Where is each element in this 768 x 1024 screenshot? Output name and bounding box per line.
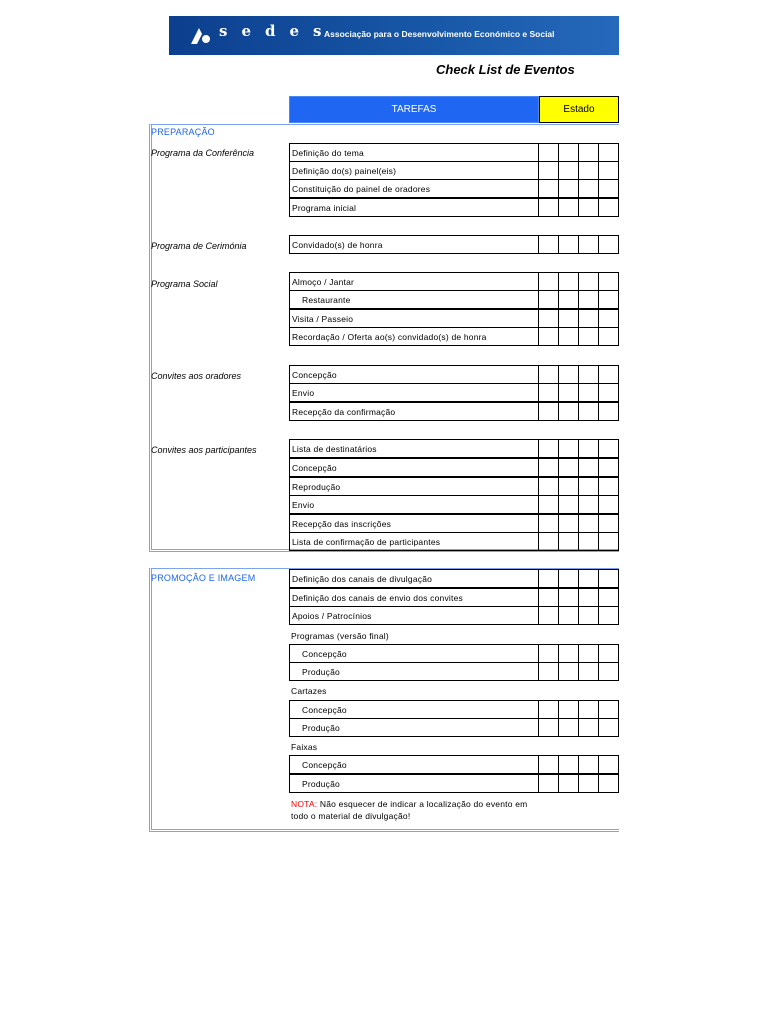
status-cells[interactable] (539, 606, 619, 625)
task-row: Convidado(s) de honra (289, 235, 539, 254)
status-cells[interactable] (539, 458, 619, 477)
section-title-preparacao: PREPARAÇÃO (151, 127, 215, 137)
logo-tagline: Associação para o Desenvolvimento Económico e Social (324, 29, 555, 39)
logo-word: sedes (219, 22, 336, 40)
status-cells[interactable] (539, 327, 619, 346)
task-row: Definição do tema (289, 143, 539, 162)
task-row: Apoios / Patrocínios (289, 606, 539, 625)
header-banner (169, 16, 619, 55)
task-row: Produção (289, 718, 539, 737)
status-cells[interactable] (539, 774, 619, 793)
status-cells[interactable] (539, 235, 619, 254)
column-header-tarefas: TAREFAS (289, 96, 539, 123)
group-label-programa-conferencia: Programa da Conferência (151, 148, 255, 158)
task-row: Definição dos canais de envio dos convites (289, 588, 539, 607)
note-text: Não esquecer de indicar a localização do evento em todo o material de divulgação! (291, 799, 528, 821)
task-row: Lista de destinatários (289, 439, 539, 458)
status-cells[interactable] (539, 402, 619, 421)
task-row: Definição dos canais de divulgação (289, 569, 539, 588)
task-heading: Faixas (291, 741, 318, 752)
status-cells[interactable] (539, 143, 619, 162)
task-row: Visita / Passeio (289, 309, 539, 328)
task-row: Produção (289, 662, 539, 681)
task-row: Programa inicial (289, 198, 539, 217)
status-cells[interactable] (539, 439, 619, 458)
status-cells[interactable] (539, 309, 619, 328)
task-row: Almoço / Jantar (289, 272, 539, 291)
status-cells[interactable] (539, 272, 619, 291)
status-cells[interactable] (539, 700, 619, 719)
section-title-promocao-imagem: PROMOÇÃO E IMAGEM (151, 573, 256, 583)
task-row: Concepção (289, 700, 539, 719)
status-cells[interactable] (539, 365, 619, 384)
status-cells[interactable] (539, 718, 619, 737)
task-row: Reprodução (289, 477, 539, 496)
status-cells[interactable] (539, 495, 619, 514)
document-title: Check List de Eventos (436, 62, 575, 77)
task-heading: Cartazes (291, 685, 327, 696)
status-cells[interactable] (539, 532, 619, 551)
task-row: Produção (289, 774, 539, 793)
task-row: Envio (289, 383, 539, 402)
task-row: Concepção (289, 365, 539, 384)
task-row: Envio (289, 495, 539, 514)
task-row: Concepção (289, 644, 539, 663)
group-label-programa-cerimonia: Programa de Cerimónia (151, 241, 247, 251)
group-label-convites-oradores: Convites aos oradores (151, 371, 242, 381)
status-cells[interactable] (539, 383, 619, 402)
column-header-estado: Estado (539, 96, 619, 123)
task-row: Lista de confirmação de participantes (289, 532, 539, 551)
task-row: Definição do(s) painel(eis) (289, 161, 539, 180)
task-row: Restaurante (289, 290, 539, 309)
status-cells[interactable] (539, 161, 619, 180)
status-cells[interactable] (539, 588, 619, 607)
task-row: Concepção (289, 755, 539, 774)
sedes-logo-icon (189, 24, 213, 46)
status-cells[interactable] (539, 198, 619, 217)
status-cells[interactable] (539, 569, 619, 588)
task-row: Concepção (289, 458, 539, 477)
promotion-note (291, 798, 541, 822)
status-cells[interactable] (539, 477, 619, 496)
status-cells[interactable] (539, 290, 619, 309)
task-heading: Programas (versão final) (291, 630, 389, 641)
task-row: Constituição do painel de oradores (289, 179, 539, 198)
status-cells[interactable] (539, 514, 619, 533)
status-cells[interactable] (539, 755, 619, 774)
task-row: Recepção da confirmação (289, 402, 539, 421)
status-cells[interactable] (539, 644, 619, 663)
task-row: Recordação / Oferta ao(s) convidado(s) de honra (289, 327, 539, 346)
task-row: Recepção das inscrições (289, 514, 539, 533)
note-label: NOTA: (291, 799, 318, 809)
group-label-convites-participantes: Convites aos participantes (151, 445, 257, 455)
status-cells[interactable] (539, 179, 619, 198)
status-cells[interactable] (539, 662, 619, 681)
group-label-programa-social: Programa Social (151, 279, 218, 289)
